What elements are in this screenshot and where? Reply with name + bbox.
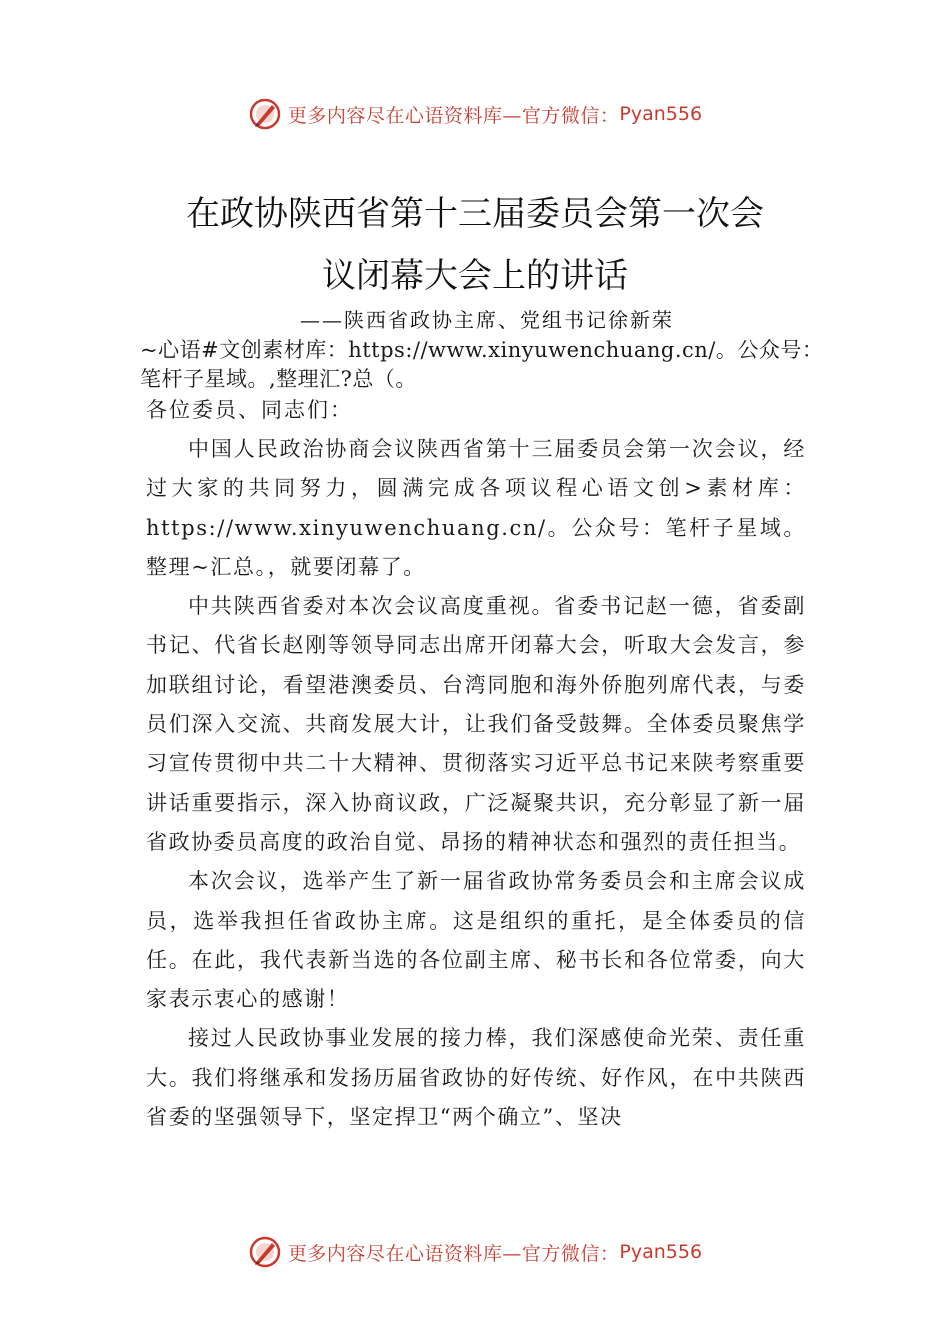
banner-text: 更多内容尽在心语资料库—官方微信： bbox=[287, 104, 620, 127]
header-banner bbox=[0, 94, 950, 134]
document-subtitle: ——陕西省政协主席、党组书记徐新荣 bbox=[300, 308, 674, 332]
paragraph: 中共陕西省委对本次会议高度重视。省委书记赵一德，省委副书记、代省长赵刚等领导同志出席开闭幕大会，听取大会发言，参加联组讨论，看望港澳委员、台湾同胞和海外侨胞列席代表，与委员们深入交流、共商发展大计，让我们备受鼓舞。全体委员聚焦学习宣传贯彻中共二十大精神、贯彻落实习近平总书记来陕考察重要讲话重要指示，深入协商议政，广泛凝聚共识，充分彰显了新一届省政协委员高度的政治自觉、昂扬的精神状态和强烈的责任担当。 bbox=[146, 594, 806, 854]
pen-seal-logo-icon bbox=[248, 1235, 282, 1269]
paragraph: 接过人民政协事业发展的接力棒，我们深感使命光荣、责任重大。我们将继承和发扬历届省政协的好传统、好作风，在中共陕西省委的坚强领导下，坚定捍卫“两个确立”、坚决 bbox=[146, 1026, 806, 1130]
paragraph: 本次会议，选举产生了新一届省政协常务委员会和主席会议成员，选举我担任省政协主席。这是组织的重托，是全体委员的信任。在此，我代表新当选的各位副主席、秘书长和各位常委，向大家表示衷心的感谢！ bbox=[146, 869, 806, 1012]
banner-wechat-id: Pyan556 bbox=[619, 1241, 703, 1263]
banner-text: 更多内容尽在心语资料库—官方微信： bbox=[287, 1242, 620, 1265]
salutation: 各位委员、同志们： bbox=[146, 398, 353, 422]
document-title-line2: 议闭幕大会上的讲话 bbox=[322, 256, 628, 296]
footer-banner bbox=[0, 1232, 950, 1272]
banner-wechat-id: Pyan556 bbox=[619, 103, 703, 125]
document-title-line1: 在政协陕西省第十三届委员会第一次会 bbox=[186, 194, 764, 234]
document-body bbox=[146, 430, 806, 1137]
pen-seal-logo-icon bbox=[248, 97, 282, 131]
paragraph: 中国人民政治协商会议陕西省第十三届委员会第一次会议，经过大家的共同努力，圆满完成各项议程心语文创>素材库：https://www.xinyuwenchuang.cn/。公众号：笔杆子星域。整理~汇总。，就要闭幕了。 bbox=[146, 437, 806, 579]
source-note: ~心语#文创素材库：https://www.xinyuwenchuang.cn/。公众号：笔杆子星域。,整理汇?总（。 bbox=[140, 338, 824, 391]
